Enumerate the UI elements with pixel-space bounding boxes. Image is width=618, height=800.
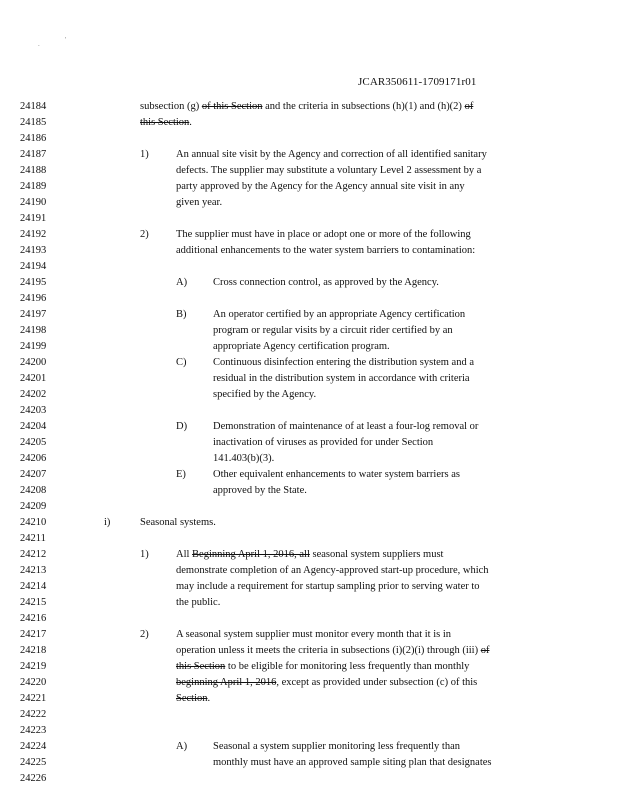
body-line: An operator certified by an appropriate Agency certification [213, 309, 466, 320]
line-number: 24184 [20, 101, 47, 112]
line-number: 24187 [20, 149, 47, 160]
body-line: appropriate Agency certification program. [213, 341, 390, 352]
body-line: demonstrate completion of an Agency-approved start-up procedure, which [176, 565, 489, 576]
line-number: 24194 [20, 261, 47, 272]
scan-speck: . [38, 40, 40, 48]
line-number: 24226 [20, 773, 47, 784]
body-line: given year. [176, 197, 223, 208]
line-number: 24209 [20, 501, 47, 512]
item-marker: A) [176, 741, 188, 752]
line-number: 24204 [20, 421, 47, 432]
line-number: 24212 [20, 549, 47, 560]
body-line: Continuous disinfection entering the distribution system and a [213, 357, 475, 368]
body-line: Demonstration of maintenance of at least a four-log removal or [213, 421, 479, 432]
line-number: 24190 [20, 197, 47, 208]
body-line: An annual site visit by the Agency and correction of all identified sanitary [176, 149, 487, 160]
line-number: 24189 [20, 181, 47, 192]
text-run: , except as provided under subsection (c) of this [276, 677, 478, 688]
struck-text: this Section [140, 117, 190, 128]
body-line: A seasonal system supplier must monitor every month that it is in [176, 629, 452, 640]
line-number: 24186 [20, 133, 47, 144]
body-line: the public. [176, 597, 221, 608]
line-number: 24203 [20, 405, 47, 416]
body-line: Other equivalent enhancements to water system barriers as [213, 469, 460, 480]
item-marker: D) [176, 421, 188, 432]
section-title: Seasonal systems. [140, 517, 216, 528]
document-id: JCAR350611-1709171r01 [358, 76, 477, 88]
struck-text: of [464, 101, 474, 112]
line-number: 24205 [20, 437, 47, 448]
struck-text: of [480, 645, 490, 656]
body-line [140, 117, 192, 129]
line-number: 24193 [20, 245, 47, 256]
body-line: Cross connection control, as approved by the Agency. [213, 277, 439, 288]
item-marker: E) [176, 469, 186, 480]
line-number: 24215 [20, 597, 47, 608]
text-run: operation unless it meets the criteria in subsections (i)(2)(i) through (iii) [176, 645, 481, 656]
struck-text: beginning April 1, 2016 [176, 677, 277, 688]
item-marker: 2) [140, 629, 149, 640]
body-line [176, 549, 443, 561]
text-run: seasonal system suppliers must [309, 549, 444, 560]
line-number: 24201 [20, 373, 47, 384]
text-run: . [207, 693, 211, 704]
item-marker: C) [176, 357, 187, 368]
body-line [176, 645, 489, 657]
body-line: may include a requirement for startup sampling prior to serving water to [176, 581, 480, 592]
line-number: 24217 [20, 629, 47, 640]
body-line: additional enhancements to the water system barriers to contamination: [176, 245, 476, 256]
line-number: 24202 [20, 389, 47, 400]
line-number: 24195 [20, 277, 47, 288]
line-number: 24218 [20, 645, 47, 656]
body-line: defects. The supplier may substitute a voluntary Level 2 assessment by a [176, 165, 482, 176]
body-line: inactivation of viruses as provided for under Section [213, 437, 434, 448]
body-line [176, 661, 469, 673]
line-number: 24200 [20, 357, 47, 368]
line-number: 24196 [20, 293, 47, 304]
line-number: 24210 [20, 517, 47, 528]
line-number: 24221 [20, 693, 47, 704]
item-marker: B) [176, 309, 187, 320]
body-line [140, 101, 473, 113]
line-number: 24224 [20, 741, 47, 752]
line-number: 24225 [20, 757, 47, 768]
body-line: 141.403(b)(3). [213, 453, 275, 464]
line-number: 24199 [20, 341, 47, 352]
struck-text: Section [176, 693, 208, 704]
line-number: 24223 [20, 725, 47, 736]
item-marker: A) [176, 277, 188, 288]
body-line [176, 677, 477, 689]
body-line: program or regular visits by a circuit rider certified by an [213, 325, 453, 336]
line-number: 24197 [20, 309, 47, 320]
item-marker: 1) [140, 149, 149, 160]
body-line: monthly must have an approved sample siting plan that designates [213, 757, 492, 768]
line-number: 24216 [20, 613, 47, 624]
line-number: 24219 [20, 661, 47, 672]
scan-speck: ' [65, 36, 67, 44]
text-run: to be eligible for monitoring less frequently than monthly [225, 661, 470, 672]
line-number: 24191 [20, 213, 47, 224]
text-run: and the criteria in subsections (h)(1) and (h)(2) [262, 101, 465, 112]
line-number: 24188 [20, 165, 47, 176]
line-number: 24214 [20, 581, 47, 592]
body-line: party approved by the Agency for the Agency annual site visit in any [176, 181, 465, 192]
line-number: 24185 [20, 117, 47, 128]
item-marker: 2) [140, 229, 149, 240]
line-number: 24222 [20, 709, 47, 720]
text-run: subsection (g) [140, 101, 202, 112]
struck-text: Beginning April 1, 2016, all [192, 549, 310, 560]
body-line: specified by the Agency. [213, 389, 317, 400]
section-marker: i) [104, 517, 111, 528]
line-number: 24213 [20, 565, 47, 576]
struck-text: of this Section [201, 101, 263, 112]
struck-text: this Section [176, 661, 226, 672]
text-run: All [176, 549, 193, 560]
line-number: 24198 [20, 325, 47, 336]
text-run: . [189, 117, 192, 128]
line-number: 24192 [20, 229, 47, 240]
body-line: The supplier must have in place or adopt one or more of the following [176, 229, 471, 240]
line-number: 24207 [20, 469, 47, 480]
body-line [176, 693, 210, 705]
line-number: 24208 [20, 485, 47, 496]
line-number: 24220 [20, 677, 47, 688]
body-line: residual in the distribution system in accordance with criteria [213, 373, 470, 384]
body-line: approved by the State. [213, 485, 307, 496]
item-marker: 1) [140, 549, 149, 560]
line-number: 24211 [20, 533, 46, 544]
body-line: Seasonal a system supplier monitoring less frequently than [213, 741, 460, 752]
line-number: 24206 [20, 453, 47, 464]
